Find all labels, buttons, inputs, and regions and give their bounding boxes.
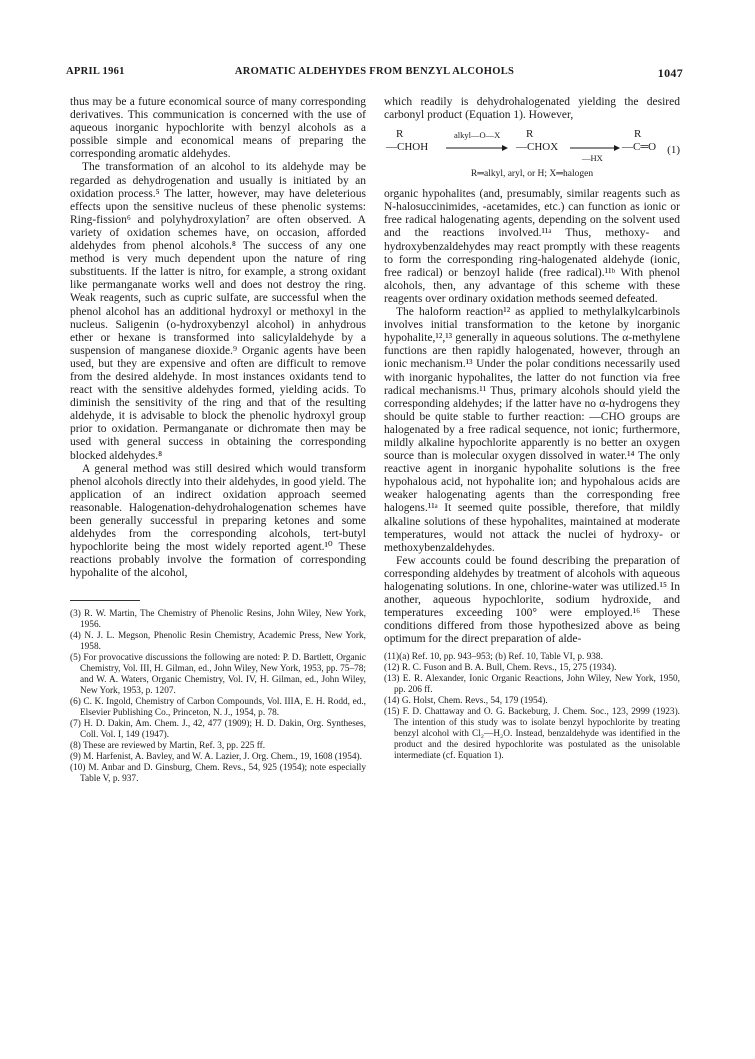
- paragraph: A general method was still desired which would transform phenol alcohols directly into their aldehydes, in good yield. The application of an indirect oxidation approach seemed reasonable. Halogenation-dehydrohalogenation schemes have been generally successful in preparing ketones and some aldehydes from the corresponding alcohols, tert-butyl hypochlorite being the most widely reported agent.¹⁰ These reactions probably involve the formation of corresponding hypohalite of the alcohol,: [70, 462, 366, 580]
- footnotes-left: [70, 600, 366, 785]
- equation-r: R: [526, 128, 534, 141]
- paragraph: The haloform reaction¹² as applied to methylalkylcarbinols involves initial transformation to the ketone by inorganic hypohalite,¹²,¹³ generally in aqueous solutions. The α-methylene functions are then rapidly halogenated, however, through an ionic mechanism.¹³ Under the polar conditions necessarily used with inorganic hypohalites, the latter do not function via free radical mechanisms.¹¹ Thus, primary alcohols should yield the corresponding aldehydes; if the latter have no α-hydrogens they should be quite stable to further reaction: —CHO groups are halogenated by a free radical sequence, not ionic; furthermore, mildly alkaline hypochlorite apparently is no better an oxygen source than is molecular oxygen dissolved in water.¹⁴ The only reactive agent in inorganic hypohalite solutions is the free hypohalous acid, not hypohalite ion; and hypohalous acids are weaker halogenating agents than the corresponding free halogens.¹¹ᵃ It seemed quite possible, therefore, that mildly alkaline solutions of these hypohalites, maintained at moderate temperatures, would not attack the nuclei of hydroxy- or methoxybenzaldehydes.: [384, 306, 680, 554]
- equation-reagent: —HX: [582, 153, 603, 164]
- footnote: (5) For provocative discussions the following are noted: P. D. Bartlett, Organic Chemistry, Vol. III, H. Gilman, ed., John Wiley, New York, 1953, pp. 75–78; and W. A. Waters, Organic Chemistry, Vol. IV, H. Gilman, ed., John Wiley, New York, 1953, p. 1207.: [70, 653, 366, 697]
- left-column: [70, 96, 366, 785]
- footnote: (11)(a) Ref. 10, pp. 943–953; (b) Ref. 10, Table VI, p. 938.: [384, 652, 603, 663]
- footnote: (13) E. R. Alexander, Ionic Organic Reactions, John Wiley, New York, 1950, pp. 206 ff.: [384, 674, 680, 696]
- equation-number: (1): [667, 144, 680, 157]
- footnote: (6) C. K. Ingold, Chemistry of Carbon Compounds, Vol. IIIA, E. H. Rodd, ed., Elsevier Publishing Co., Princeton, N. J., 1954, p. 78.: [70, 697, 366, 719]
- header-title: AROMATIC ALDEHYDES FROM BENZYL ALCOHOLS: [234, 66, 515, 77]
- equation-species: —C═O: [622, 141, 657, 154]
- paragraph: organic hypohalites (and, presumably, similar reagents such as N-halosuccinimides, -acetamides, etc.) can function as ionic or free radical halogenating agents, depending on the solvent used and the reactions involved.¹¹ᵃ Thus, methoxy- and hydroxybenzaldehydes may react promptly with these reagents to form the corresponding ring-halogenated aldehyde (ionic, free radical) or benzoyl halide (free radical).¹¹ᵇ With phenol alcohols, then, any advantage of this scheme with these reagents over ordinary oxidation methods seemed defeated.: [384, 188, 680, 305]
- equation-legend: R═alkyl, aryl, or H; X═halogen: [470, 169, 594, 180]
- page-number: 1047: [657, 66, 683, 80]
- equation-reagent: alkyl—O—X: [454, 130, 501, 141]
- footnote: (4) N. J. L. Megson, Phenolic Resin Chemistry, Academic Press, New York, 1958.: [70, 631, 366, 653]
- footnote: (7) H. D. Dakin, Am. Chem. J., 42, 477 (1909); H. D. Dakin, Org. Syntheses, Coll. Vol. I, 149 (1947).: [70, 719, 366, 741]
- paragraph: The transformation of an alcohol to its aldehyde may be regarded as dehydrogenation and usually is initiated by an oxidation process.⁵ The latter, however, may have deleterious effects upon the sensitive nucleus of these phenolic systems: Ring-fission⁶ and polyhydroxylation⁷ are often observed. A variety of oxidation schemes have, on occasion, afforded aldehydes from phenol alcohols.⁸ The success of any one method is very much dependent upon the nature of ring substituents. If the latter is nitro, for example, a strong oxidant like permanganate works well and does not destroy the ring. Weak reagents, such as cupric sulfate, are successful when the phenol alcohol has an additional hydroxyl or methoxyl in the nucleus. Saligenin (o-hydroxybenzyl alcohol) in anhydrous ether or hexane is transformed into salicylaldehyde by a suspension of manganese dioxide.⁹ Organic agents have been used, but they are expensive and often are difficult to remove from the desired aldehyde. In most instances oxidants tend to react with the sensitive aldehydes formed, yielding acids. To diminish the sensitivity of the ring and that of the resulting aldehyde, it is advisable to block the phenolic hydroxyl group prior to oxidation. Permanganate or dichromate then may be used with general success in obtaining the corresponding blocked aldehydes.⁸: [70, 161, 366, 462]
- footnote: (15) F. D. Chattaway and O. G. Backeburg, J. Chem. Soc., 123, 2999 (1923). The intention of this study was to isolate benzyl hypochlorite by treating benzyl alcohol with Cl₂—H₂O. Instead, benzaldehyde was identified in the product and the desired hypochlorite was postulated as the unisolable intermediate (cf. Equation 1).: [384, 707, 680, 762]
- footnote: (8) These are reviewed by Martin, Ref. 3, pp. 225 ff.: [70, 741, 266, 752]
- paragraph: which readily is dehydrohalogenated yielding the desired carbonyl product (Equation 1). However,: [384, 96, 680, 122]
- footnote: (9) M. Harfenist, A. Bavley, and W. A. Lazier, J. Org. Chem., 19, 1608 (1954).: [70, 752, 362, 763]
- equation-species: —CHOH: [386, 141, 429, 154]
- footnotes-right: [384, 652, 680, 762]
- right-column: [384, 96, 680, 762]
- paragraph: Few accounts could be found describing the preparation of corresponding aldehydes by treatment of alcohols with aqueous halogenating solutions. In one, chlorine-water was utilized.¹⁵ In another, aqueous hypochlorite, sodium hydroxide, and temperatures exceeding 100° were employed.¹⁶ These conditions differed from those hypothesized above as being optimum for the direct preparation of alde-: [384, 554, 680, 646]
- paragraph: thus may be a future economical source of many corresponding derivatives. This communication is concerned with the use of aqueous inorganic hypochlorite with benzyl alcohols as a possible simple and economical means of preparing the corresponding aromatic aldehydes.: [70, 96, 366, 161]
- equation-r: R: [396, 128, 404, 141]
- footnote: (10) M. Anbar and D. Ginsburg, Chem. Revs., 54, 925 (1954); note especially Table V, p. 937.: [70, 763, 366, 785]
- equation-species: —CHOX: [516, 141, 559, 154]
- footnote-rule: [70, 600, 140, 601]
- footnote: (12) R. C. Fuson and B. A. Bull, Chem. Revs., 15, 275 (1934).: [384, 663, 617, 674]
- header-date: APRIL 1961: [66, 66, 125, 77]
- running-header: [66, 66, 683, 82]
- reaction-arrow: [570, 144, 620, 152]
- equation-r: R: [634, 128, 642, 141]
- reaction-arrow: [446, 144, 508, 152]
- footnote: (14) G. Holst, Chem. Revs., 54, 179 (1954).: [384, 696, 548, 707]
- equation-1: [384, 128, 680, 184]
- footnote: (3) R. W. Martin, The Chemistry of Phenolic Resins, John Wiley, New York, 1956.: [70, 609, 366, 631]
